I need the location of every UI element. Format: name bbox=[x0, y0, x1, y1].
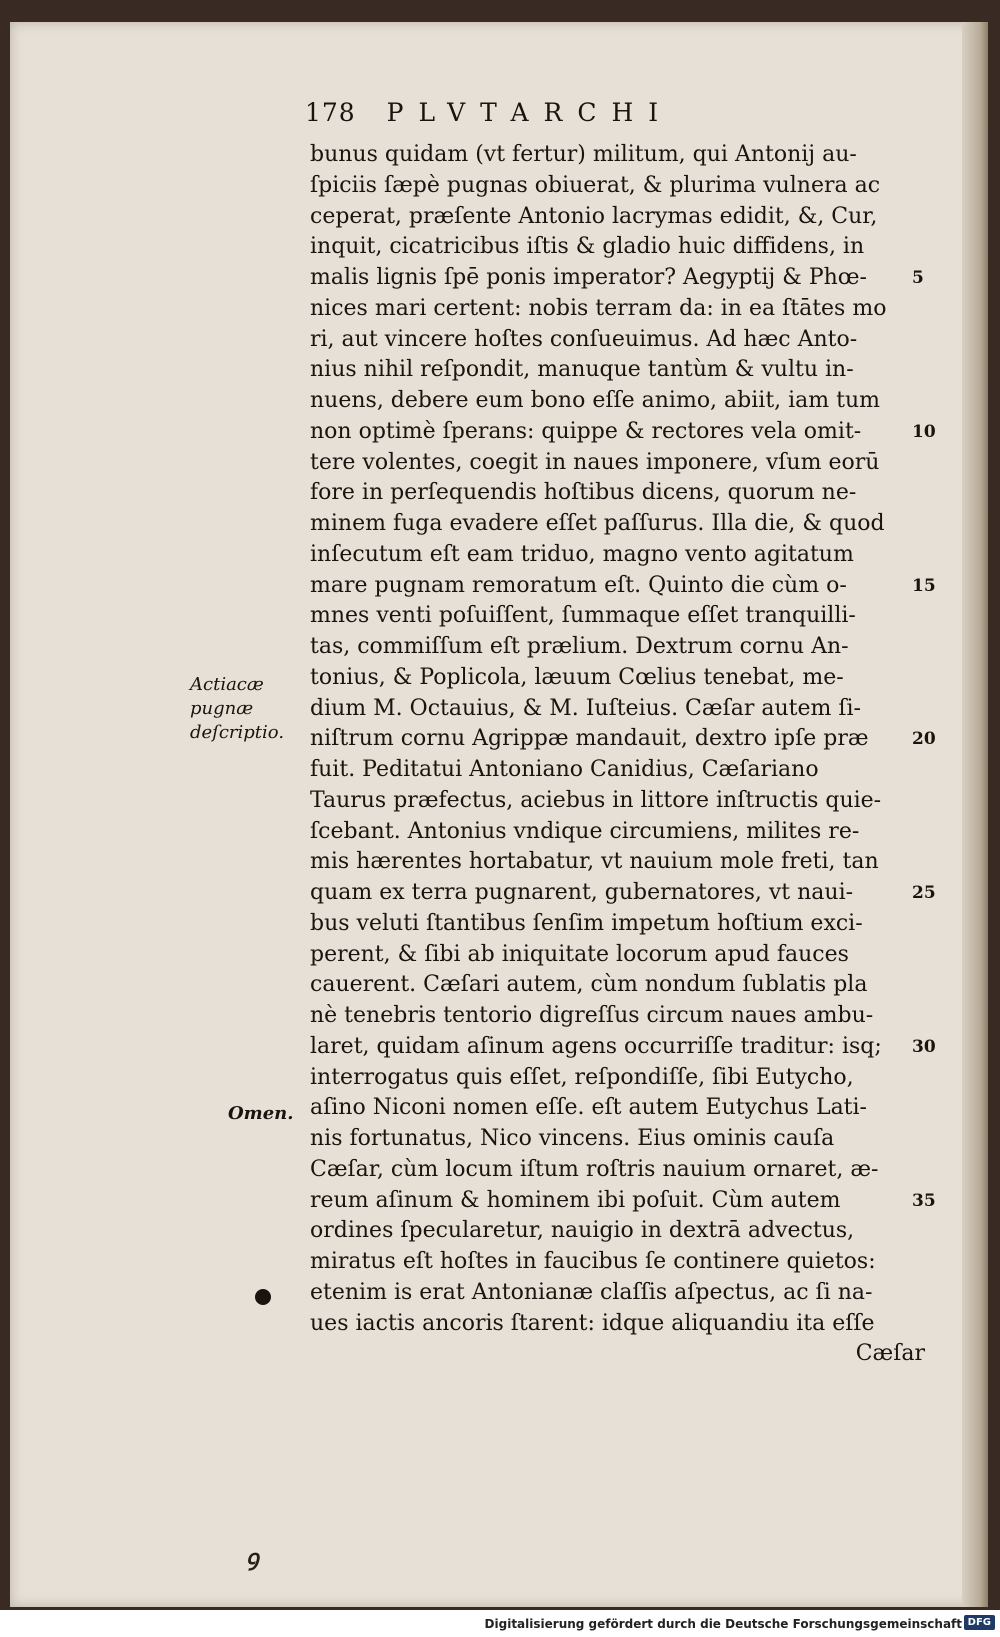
text-line: ordines ſpecularetur, nauigio in dextrā advectus, bbox=[310, 1218, 855, 1244]
dfg-logo: DFG bbox=[964, 1615, 995, 1630]
text-line: bunus quidam (vt fertur) militum, qui Antonij au- bbox=[310, 142, 857, 167]
page-header bbox=[305, 98, 673, 128]
text-line: minem fuga evadere eſſet paſſurus. Illa die, & quod bbox=[310, 511, 885, 536]
page-number: 178 bbox=[305, 98, 356, 127]
text-line: ceperat, præſente Antonio lacrymas edidit, &, Cur, bbox=[310, 203, 878, 229]
marginal-note-omen: Omen. bbox=[228, 1103, 294, 1124]
text-line: cauerent. Cæſari autem, cùm nondum ſublatis pla bbox=[310, 972, 868, 998]
text-line: dium M. Octauius, & M. Iuſteius. Cæſar autem ſi- bbox=[310, 695, 861, 721]
text-line: interrogatus quis eſſet, reſpondiſſe, ſibi Eutycho, bbox=[310, 1064, 854, 1090]
text-line: non optimè ſperans: quippe & rectores vela omit- bbox=[310, 418, 862, 444]
footer-bar bbox=[0, 1610, 1000, 1637]
main-text bbox=[310, 140, 930, 1370]
page-edge bbox=[962, 22, 988, 1607]
footer-credit: Digitalisierung gefördert durch die Deutsche Forschungsgemeinschaft bbox=[484, 1617, 962, 1631]
text-line: laret, quidam aſinum agens occurriſſe traditur: isq; bbox=[310, 1033, 882, 1059]
text-line: perent, & ſibi ab iniquitate locorum apud fauces bbox=[310, 941, 849, 967]
line-number: 25 bbox=[912, 883, 936, 903]
line-number: 35 bbox=[912, 1190, 936, 1211]
text-line: nè tenebris tentorio digreſſus circum naues ambu- bbox=[310, 1003, 874, 1028]
text-line: mis hærentes hortabatur, vt nauium mole freti, tan bbox=[310, 849, 879, 875]
text-line: inſecutum eſt eam triduo, magno vento agitatum bbox=[310, 541, 854, 567]
running-title: PLVTARCHI bbox=[386, 98, 674, 127]
text-line: reum aſinum & hominem ibi poſuit. Cùm autem bbox=[310, 1187, 841, 1213]
text-line: nius nihil reſpondit, manuque tantùm & vultu in- bbox=[310, 357, 854, 383]
text-line: ri, aut vincere hoſtes conſueuimus. Ad hæc Anto- bbox=[310, 326, 858, 352]
text-line: ues iactis ancoris ſtarent: idque aliquandiu ita eſſe bbox=[310, 1310, 875, 1336]
text-line: quam ex terra pugnarent, gubernatores, vt naui- bbox=[310, 880, 854, 905]
ornament-mark: ꝯ bbox=[246, 1545, 259, 1571]
ink-blot bbox=[255, 1289, 271, 1305]
text-line: fuit. Peditatui Antoniano Canidius, Cæſariano bbox=[310, 757, 819, 782]
text-line: ſcebant. Antonius vndique circumiens, milites re- bbox=[310, 818, 860, 844]
line-number: 20 bbox=[912, 729, 936, 750]
catchword: Cæſar bbox=[855, 1341, 925, 1367]
text-line: inquit, cicatricibus iſtis & gladio huic diffidens, in bbox=[310, 234, 865, 260]
text-line: etenim is erat Antonianæ claſſis aſpectus, ac ſi na- bbox=[310, 1279, 873, 1305]
line-number: 10 bbox=[912, 421, 936, 442]
text-line: tas, commiſſum eſt prælium. Dextrum cornu An- bbox=[310, 634, 849, 659]
text-line: Taurus præfectus, aciebus in littore inſtructis quie- bbox=[310, 787, 882, 813]
text-line: malis lignis ſpē ponis imperator? Aegyptij & Phœ- bbox=[310, 265, 867, 290]
text-line: nices mari certent: nobis terram da: in ea ſtātes mo bbox=[310, 295, 887, 321]
line-number: 15 bbox=[912, 575, 936, 596]
text-line: nuens, debere eum bono eſſe animo, abiit, iam tum bbox=[310, 388, 881, 413]
line-number: 30 bbox=[912, 1036, 936, 1057]
text-line: tonius, & Poplicola, læuum Cœlius tenebat, me- bbox=[310, 664, 844, 690]
text-line: Cæſar, cùm locum iſtum roſtris nauium ornaret, æ- bbox=[310, 1156, 879, 1182]
marginal-note-actiac-battle: Actiacæ pugnæ deſcriptio. bbox=[190, 674, 285, 743]
text-line: bus veluti ſtantibus ſenſim impetum hoſtium exci- bbox=[310, 910, 863, 936]
text-line: ſpiciis ſæpè pugnas obiuerat, & plurima vulnera ac bbox=[310, 172, 881, 198]
text-line: mare pugnam remoratum eſt. Quinto die cùm o- bbox=[310, 572, 847, 598]
text-line: fore in perſequendis hoſtibus dicens, quorum ne- bbox=[310, 480, 857, 506]
text-line: mnes venti poſuiſſent, ſummaque eſſet tranquilli- bbox=[310, 603, 856, 629]
text-line: nis fortunatus, Nico vincens. Eius ominis cauſa bbox=[310, 1126, 835, 1151]
text-line: tere volentes, coegit in naues imponere, vſum eorū bbox=[310, 449, 880, 475]
text-line: aſino Niconi nomen eſſe. eſt autem Eutychus Lati- bbox=[310, 1095, 867, 1121]
text-line: niſtrum cornu Agrippæ mandauit, dextro ipſe præ bbox=[310, 726, 869, 752]
line-number: 5 bbox=[912, 268, 924, 288]
text-line: miratus eſt hoſtes in faucibus ſe continere quietos: bbox=[310, 1249, 876, 1274]
